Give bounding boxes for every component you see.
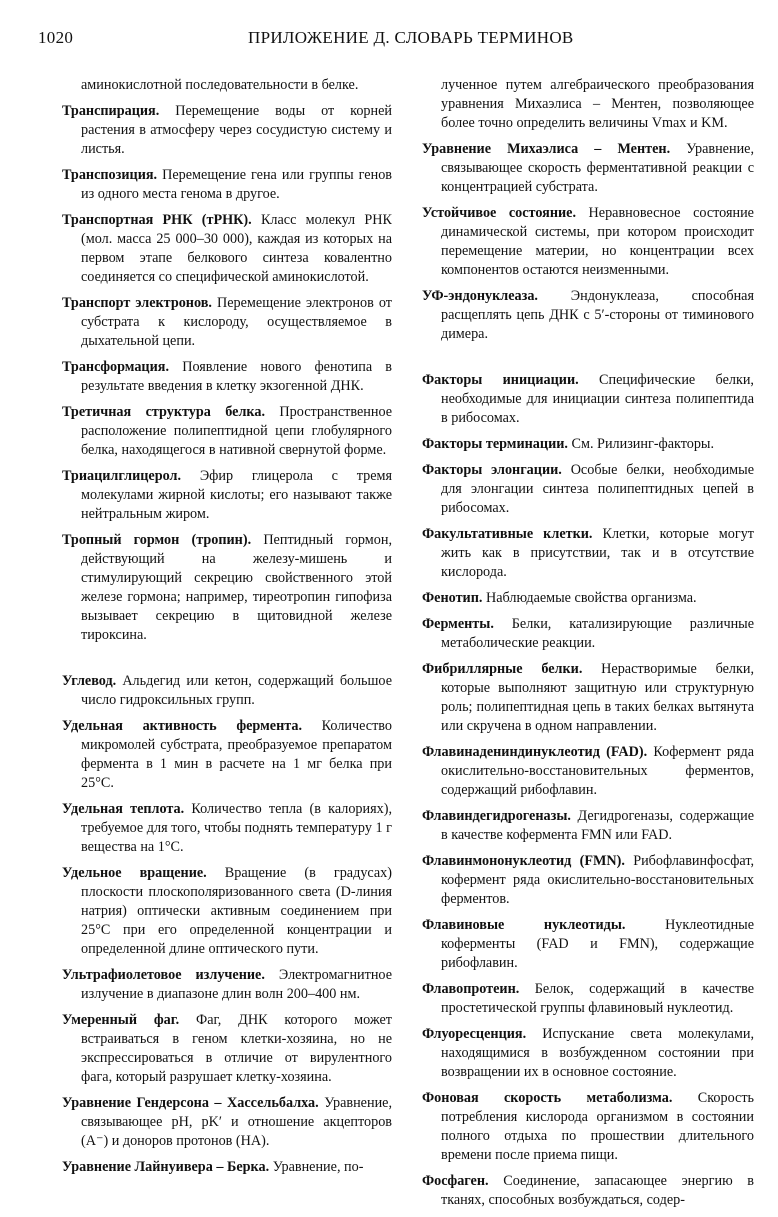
entry-definition: Специфические белки, необходимые для инициации синтеза полипептида в рибосомах.: [441, 372, 754, 426]
entry-definition: Класс молекул РНК (мол. масса 25 000–30 000), каждая из которых на первом этапе белкового синтеза ковалентно соединяется со специфической аминокислотой.: [81, 212, 392, 285]
glossary-entry: [62, 966, 392, 1004]
entry-term: Удельная активность фермента.: [62, 718, 303, 734]
entry-definition: Пептидный гормон, действующий на железу-мишень и стимулирующий секрецию свойственного этой железе гормона; например, тиреотропин гипофиза вызывает секрецию в щитовидной железе тироксина.: [81, 532, 393, 643]
glossary-entry: [422, 916, 754, 973]
entry-term: Фосфаген.: [422, 1173, 489, 1189]
entry-definition: Неравновесное состояние динамической системы, при котором происходит перемещение материи, но концентрации всех компонентов остаются неизменными.: [441, 205, 754, 278]
entry-term: Флуоресценция.: [422, 1026, 527, 1042]
entry-definition: Эндонуклеаза, способная расщеплять цепь ДНК с 5′-стороны от тиминового димера.: [441, 288, 754, 342]
entry-term: Флавинмононуклеотид (FMN).: [422, 853, 625, 869]
entry-definition: Наблюдаемые свойства организма.: [485, 590, 697, 606]
glossary-entry: [62, 717, 392, 793]
glossary-entry: [422, 461, 754, 518]
glossary-entry: [422, 1089, 754, 1165]
page-number: 1020: [38, 28, 74, 47]
entry-term: Удельная теплота.: [62, 801, 185, 817]
glossary-entry: [422, 525, 754, 582]
entry-term: Флавопротеин.: [422, 981, 520, 997]
entry-definition: Клетки, которые могут жить как в присутствии, так и в отсутствие кислорода.: [441, 526, 754, 580]
entries-u-group: [422, 140, 754, 344]
entry-term: Факторы инициации.: [422, 372, 579, 388]
glossary-entry: [62, 403, 392, 460]
glossary-entry: [62, 864, 392, 959]
glossary-entry: [422, 1025, 754, 1082]
glossary-entry: [422, 287, 754, 344]
glossary-entry: [62, 1011, 392, 1087]
section-gap: [62, 652, 392, 672]
entry-definition: Электромагнитное излучение в диапазоне длин волн 200–400 нм.: [81, 967, 392, 1002]
glossary-entry: [422, 660, 754, 736]
entry-definition: Количество тепла (в калориях), требуемое для того, чтобы поднять температуру 1 г вещества на 1°С.: [81, 801, 392, 855]
entry-definition: Кофермент ряда окислительно-восстановительных ферментов, содержащий рибофлавин.: [441, 744, 754, 798]
entry-term: Третичная структура белка.: [62, 404, 266, 420]
entry-term: Фибриллярные белки.: [422, 661, 583, 677]
glossary-entry: [62, 1158, 392, 1177]
entry-definition: Испускание света молекулами, находящимися в возбужденном состоянии при возвращении их в основное состояние.: [441, 1026, 755, 1080]
glossary-entry: [422, 140, 754, 197]
entry-definition: Рибофлавинфосфат, кофермент ряда окислительно-восстановительных ферментов.: [441, 853, 755, 907]
entry-definition: Вращение (в градусах) плоскости плоскополяризованного света (D-линия натрия) оптически активным соединением при 25°С при его определенной концентрации и определенной длине оптического пути.: [81, 865, 393, 957]
entry-term: Ферменты.: [422, 616, 494, 632]
entry-term: Факультативные клетки.: [422, 526, 593, 542]
glossary-entry: [62, 166, 392, 204]
entry-definition: Фаг, ДНК которого может встраиваться в геном клетки-хозяина, но не экспрессироваться в отличие от вирулентного фага, который разрушает клетку-хозяина.: [81, 1012, 393, 1085]
continuation-text: аминокислотной последовательности в белке.: [81, 77, 359, 93]
section-gap: [422, 351, 754, 371]
page-header: [38, 28, 738, 52]
glossary-entry: [62, 358, 392, 396]
glossary-entry: [62, 102, 392, 159]
entry-definition: Альдегид или кетон, содержащий большое число гидроксильных групп.: [81, 673, 392, 708]
entry-definition: Пространственное расположение полипептидной цепи глобулярного белка, находящегося в нативной свернутой форме.: [81, 404, 393, 458]
entry-term: Уравнение Гендерсона – Хассельбалха.: [62, 1095, 319, 1111]
glossary-entry: [422, 371, 754, 428]
entry-term: Уравнение Лайнуивера – Берка.: [62, 1159, 270, 1175]
glossary-entry: [62, 672, 392, 710]
entry-term: Транспирация.: [62, 103, 160, 119]
glossary-entry: [422, 615, 754, 653]
entry-term: Углевод.: [62, 673, 117, 689]
glossary-entry: [62, 800, 392, 857]
running-title: ПРИЛОЖЕНИЕ Д. СЛОВАРЬ ТЕРМИНОВ: [248, 28, 574, 47]
entry-term: УФ-эндонуклеаза.: [422, 288, 538, 304]
entry-term: Транспозиция.: [62, 167, 158, 183]
entry-definition: Нерастворимые белки, которые выполняют защитную или структурную роль; полипептидная цепь в таких белках вытянута или скручена в одном направлении.: [441, 661, 755, 734]
glossary-entry: [62, 1094, 392, 1151]
glossary-entry: [62, 211, 392, 287]
entry-term: Умеренный фаг.: [62, 1012, 180, 1028]
entry-definition: См. Рилизинг-факторы.: [571, 436, 715, 452]
left-column: [62, 76, 392, 1184]
entry-term: Уравнение Михаэлиса – Ментен.: [422, 141, 671, 157]
glossary-entry: [62, 467, 392, 524]
glossary-entry: [62, 294, 392, 351]
entry-term: Удельное вращение.: [62, 865, 207, 881]
entry-term: Устойчивое состояние.: [422, 205, 577, 221]
glossary-entry: [422, 589, 754, 608]
entries-f-group: [422, 371, 754, 1210]
entry-definition: Количество микромолей субстрата, преобразуемое препаратом фермента в 1 мин в расчете на 1 мг белка при 25°С.: [81, 718, 392, 791]
entry-definition: Нуклеотидные коферменты (FAD и FMN), содержащие рибофлавин.: [441, 917, 755, 971]
glossary-entry: [422, 204, 754, 280]
entry-term: Тропный гормон (тропин).: [62, 532, 252, 548]
entries-t-group: [62, 102, 392, 645]
entry-term: Транспортная РНК (тРНК).: [62, 212, 252, 228]
entry-definition: Уравнение, связывающее pH, pK′ и отношение акцепторов (A⁻) и доноров протонов (HA).: [81, 1095, 393, 1149]
entry-definition: Скорость потребления кислорода организмом в состоянии полного отдыха по прошествии длительного времени после приема пищи.: [441, 1090, 755, 1163]
entries-u-group: [62, 672, 392, 1177]
glossary-entry: [422, 807, 754, 845]
entry-term: Трансформация.: [62, 359, 170, 375]
entry-definition: Особые белки, необходимые для элонгации синтеза полипептидных цепей в рибосомах.: [441, 462, 754, 516]
glossary-entry: [422, 1172, 754, 1210]
entry-term: Факторы терминации.: [422, 436, 568, 452]
entry-term: Фоновая скорость метаболизма.: [422, 1090, 673, 1106]
entry-term: Флавиндегидрогеназы.: [422, 808, 571, 824]
entry-term: Ультрафиолетовое излучение.: [62, 967, 265, 983]
glossary-entry: [422, 980, 754, 1018]
glossary-entry: [422, 743, 754, 800]
entry-definition: Белок, содержащий в качестве простетической группы флавиновый нуклеотид.: [441, 981, 754, 1016]
continuation-text: лученное путем алгебраического преобразования уравнения Михаэлиса – Ментен, позволяющее более точно определить величины Vmax и KM.: [441, 77, 754, 131]
glossary-entry: [422, 435, 754, 454]
entry-term: Флавиновые нуклеотиды.: [422, 917, 626, 933]
entry-definition: Соединение, запасающее энергию в тканях, способных возбуждаться, содер-: [441, 1173, 755, 1208]
entry-term: Факторы элонгации.: [422, 462, 562, 478]
entry-term: Флавинадениндинуклеотид (FAD).: [422, 744, 648, 760]
entry-term: Триацилглицерол.: [62, 468, 182, 484]
entry-term: Транспорт электронов.: [62, 295, 212, 311]
entry-definition: Перемещение гена или группы генов из одного места генома в другое.: [81, 167, 392, 202]
entry-definition: Белки, катализирующие различные метаболические реакции.: [441, 616, 755, 651]
entry-term: Фенотип.: [422, 590, 483, 606]
entry-definition: Эфир глицерола с тремя молекулами жирной кислоты; его называют также нейтральным жиром.: [81, 468, 392, 522]
entry-definition: Уравнение, связывающее скорость ферментативной реакции с концентрацией субстрата.: [441, 141, 755, 195]
entry-definition: Перемещение воды от корней растения в атмосферу через сосудистую систему и листья.: [81, 103, 392, 157]
entry-definition: Уравнение, по-: [272, 1159, 364, 1175]
entry-definition: Дегидрогеназы, содержащие в качестве кофермента FMN или FAD.: [441, 808, 754, 843]
entry-definition: Перемещение электронов от субстрата к кислороду, осуществляемое в дыхательной цепи.: [81, 295, 392, 349]
glossary-entry: [422, 852, 754, 909]
entry-definition: Появление нового фенотипа в результате введения в клетку экзогенной ДНК.: [81, 359, 393, 394]
glossary-entry: [62, 531, 392, 645]
right-column: [422, 76, 754, 1217]
